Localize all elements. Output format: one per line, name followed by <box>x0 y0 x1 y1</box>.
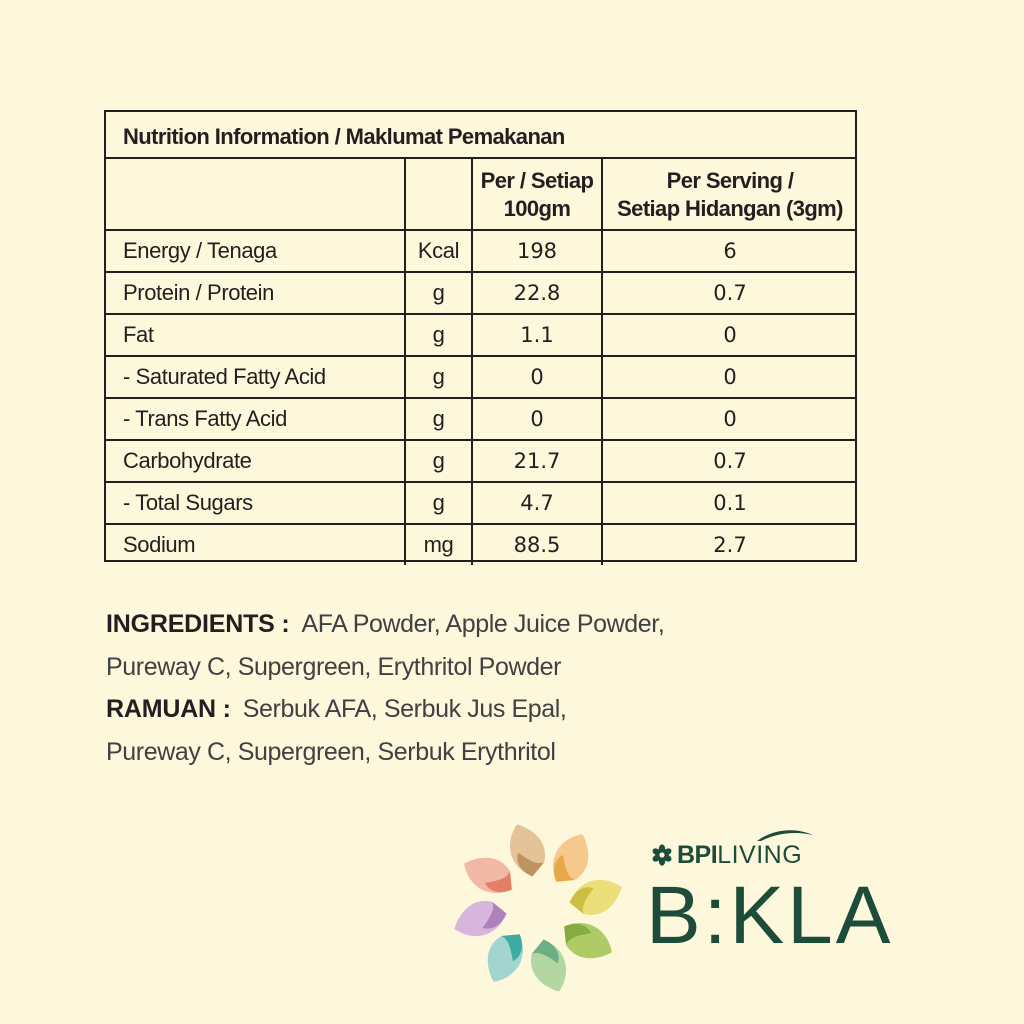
ingredients-label: INGREDIENTS : <box>106 610 290 638</box>
per-serving-cell: 0.7 <box>602 440 857 482</box>
unit-cell: g <box>405 440 472 482</box>
table-row <box>106 272 857 314</box>
swoosh-icon <box>755 827 815 843</box>
per-serving-cell: 0.7 <box>602 272 857 314</box>
per-serving-cell: 0 <box>602 356 857 398</box>
per-100g-cell: 198 <box>472 230 602 272</box>
table-row <box>106 482 857 524</box>
logo-petal <box>450 897 509 940</box>
header-per-100g-line1: Per / Setiap <box>480 168 594 193</box>
per-serving-cell: 0 <box>602 314 857 356</box>
nutrient-name-cell: Fat <box>106 314 405 356</box>
petal-flower-logo <box>448 818 628 998</box>
per-serving-cell: 0 <box>602 398 857 440</box>
table-header-row <box>106 159 857 230</box>
per-serving-cell: 0.1 <box>602 482 857 524</box>
ingredients-en-line2: Pureway C, Supergreen, Erythritol Powder <box>106 652 562 681</box>
nutrient-name-cell: - Saturated Fatty Acid <box>106 356 405 398</box>
brand-sub-bold: BPI <box>677 840 718 869</box>
brand-name: B:KLA <box>646 870 894 961</box>
per-100g-cell: 0 <box>472 398 602 440</box>
header-per-serving-line1: Per Serving / <box>666 168 794 193</box>
nutrition-table <box>106 159 857 565</box>
per-100g-cell: 88.5 <box>472 524 602 565</box>
header-unit <box>405 159 472 230</box>
nutrient-name-cell: - Total Sugars <box>106 482 405 524</box>
per-100g-cell: 21.7 <box>472 440 602 482</box>
per-100g-cell: 0 <box>472 356 602 398</box>
ingredients-ms-line1 <box>106 688 806 731</box>
header-per-100g-line2: 100gm <box>503 196 571 221</box>
header-per-serving-line2: Setiap Hidangan (3gm) <box>617 196 843 221</box>
table-row <box>106 314 857 356</box>
header-per-serving <box>602 159 857 230</box>
per-100g-cell: 22.8 <box>472 272 602 314</box>
nutrition-title: Nutrition Information / Maklumat Pemakanan <box>106 112 857 159</box>
unit-cell: g <box>405 398 472 440</box>
table-row <box>106 440 857 482</box>
header-per-100g <box>472 159 602 230</box>
ingredients-en-line1 <box>106 603 806 646</box>
unit-cell: g <box>405 314 472 356</box>
unit-cell: mg <box>405 524 472 565</box>
table-row <box>106 230 857 272</box>
per-100g-cell: 4.7 <box>472 482 602 524</box>
ingredients-ms-text1: Serbuk AFA, Serbuk Jus Epal, <box>242 695 567 723</box>
nutrient-name-cell: Energy / Tenaga <box>106 230 405 272</box>
unit-cell: g <box>405 482 472 524</box>
logo-petal <box>506 820 549 879</box>
brand-sub <box>651 838 802 872</box>
unit-cell: g <box>405 356 472 398</box>
ingredients-en-text1: AFA Powder, Apple Juice Powder, <box>301 610 665 638</box>
nutrition-panel <box>104 110 857 562</box>
unit-cell: g <box>405 272 472 314</box>
ramuan-label: RAMUAN : <box>106 695 231 723</box>
header-nutrient <box>106 159 405 230</box>
nutrient-name-cell: Sodium <box>106 524 405 565</box>
per-serving-cell: 6 <box>602 230 857 272</box>
flower-icon <box>651 844 673 866</box>
brand-sub-light <box>717 841 802 870</box>
per-100g-cell: 1.1 <box>472 314 602 356</box>
per-serving-cell: 2.7 <box>602 524 857 565</box>
table-row <box>106 356 857 398</box>
brand-sub-light-text: LIVING <box>717 840 803 869</box>
logo-petal <box>567 876 626 919</box>
table-row <box>106 398 857 440</box>
nutrient-name-cell: Carbohydrate <box>106 440 405 482</box>
nutrient-name-cell: Protein / Protein <box>106 272 405 314</box>
table-row <box>106 524 857 565</box>
logo-petal <box>527 937 570 996</box>
ingredients-ms-line2: Pureway C, Supergreen, Serbuk Erythritol <box>106 737 556 766</box>
unit-cell: Kcal <box>405 230 472 272</box>
nutrient-name-cell: - Trans Fatty Acid <box>106 398 405 440</box>
ingredients-section <box>106 603 806 773</box>
